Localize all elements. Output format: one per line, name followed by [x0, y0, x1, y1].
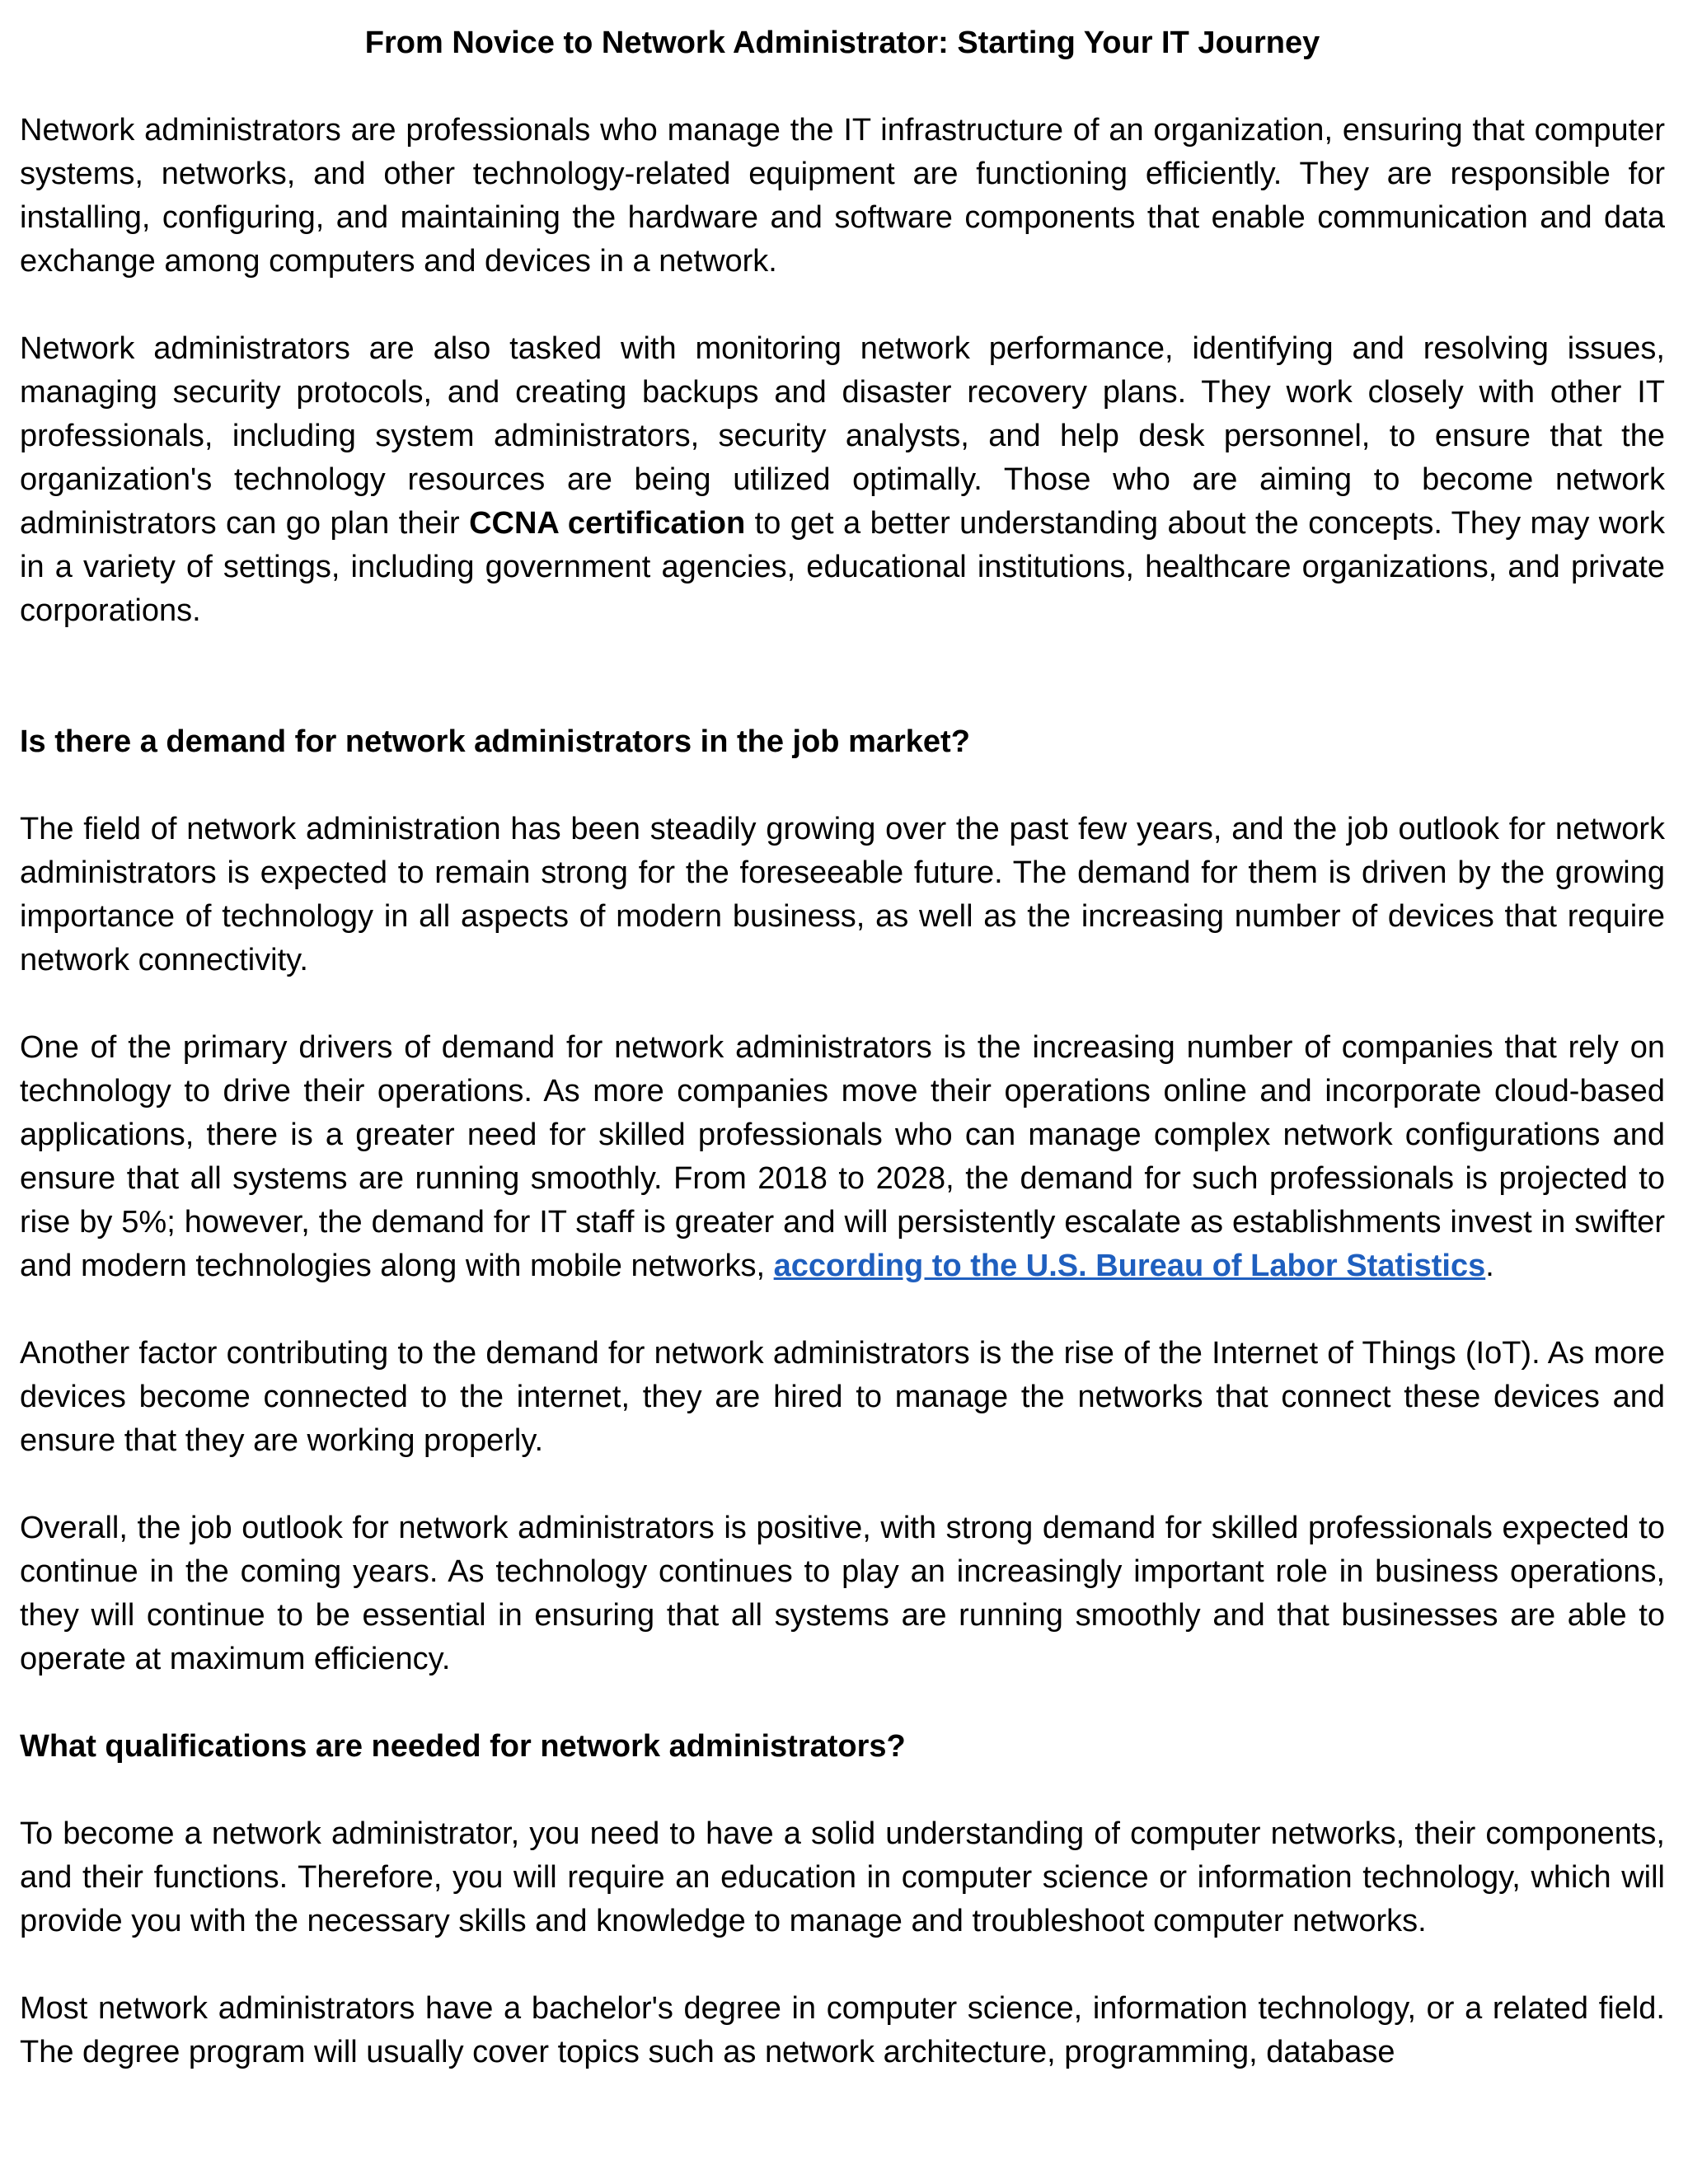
intro-paragraph-1: Network administrators are professionals who manage the IT infrastructure of an organization, ensuring that computer systems, networks, and other technology-related equipment are functioning efficiently. They are responsible for installing, configuring, and maintaining the hardware and software components that enable communication and data exchange among computers and devices in a network.: [20, 113, 1665, 279]
document-title: From Novice to Network Administrator: Starting Your IT Journey: [364, 26, 1320, 60]
demand-paragraph-2-text-start: One of the primary drivers of demand for network administrators is the increasing number of companies that rely on technology to drive their operations. As more companies move their operations online and incorporate cloud-based applications, there is a greater need for skilled professionals who can manage complex network configurations and ensure that all systems are running smoothly. From 2018 to 2028, the demand for such professionals is projected to rise by 5%; however, the demand for IT staff is greater and will persistently escalate as establishments invest in swifter and modern technologies along with mobile networks,: [20, 1030, 1665, 1283]
demand-paragraph-2-text-end: .: [1485, 1249, 1494, 1283]
document-page: [20, 21, 1665, 2118]
ccna-certification-bold: CCNA certification: [469, 506, 746, 541]
demand-paragraph-2: [20, 1026, 1665, 1288]
qualifications-paragraph-2: Most network administrators have a bachelor's degree in computer science, information technology, or a related field. The degree program will usually cover topics such as network architecture, programming, database: [20, 1991, 1665, 2069]
qualifications-heading: What qualifications are needed for network administrators?: [20, 1729, 906, 1764]
intro-paragraph-2-text-end: to get a better understanding about the concepts. They may work in a variety of settings, including government agencies, educational institutions, healthcare organizations, and private corporations.: [20, 506, 1665, 628]
intro-paragraph-2-text-start: Network administrators are also tasked with monitoring network performance, identifying and resolving issues, managing security protocols, and creating backups and disaster recovery plans. They work closely with other IT professionals, including system administrators, security analysts, and help desk personnel, to ensure that the organization's technology resources are being utilized optimally. Those who are aiming to become network administrators can go plan their: [20, 331, 1665, 541]
bls-source-link[interactable]: according to the U.S. Bureau of Labor Statistics: [773, 1249, 1486, 1283]
intro-paragraph-2: [20, 327, 1665, 633]
demand-paragraph-4: Overall, the job outlook for network administrators is positive, with strong demand for skilled professionals expected to continue in the coming years. As technology continues to play an increasingly important role in business operations, they will continue to be essential in ensuring that all systems are running smoothly and that businesses are able to operate at maximum efficiency.: [20, 1511, 1665, 1676]
demand-heading: Is there a demand for network administrators in the job market?: [20, 724, 970, 759]
qualifications-paragraph-1: To become a network administrator, you need to have a solid understanding of computer networks, their components, and their functions. Therefore, you will require an education in computer science or information technology, which will provide you with the necessary skills and knowledge to manage and troubleshoot computer networks.: [20, 1816, 1665, 1938]
demand-paragraph-3: Another factor contributing to the demand for network administrators is the rise of the Internet of Things (IoT). As more devices become connected to the internet, they are hired to manage the networks that connect these devices and ensure that they are working properly.: [20, 1336, 1665, 1458]
demand-paragraph-1: The field of network administration has been steadily growing over the past few years, and the job outlook for network administrators is expected to remain strong for the foreseeable future. The demand for them is driven by the growing importance of technology in all aspects of modern business, as well as the increasing number of devices that require network connectivity.: [20, 812, 1665, 977]
